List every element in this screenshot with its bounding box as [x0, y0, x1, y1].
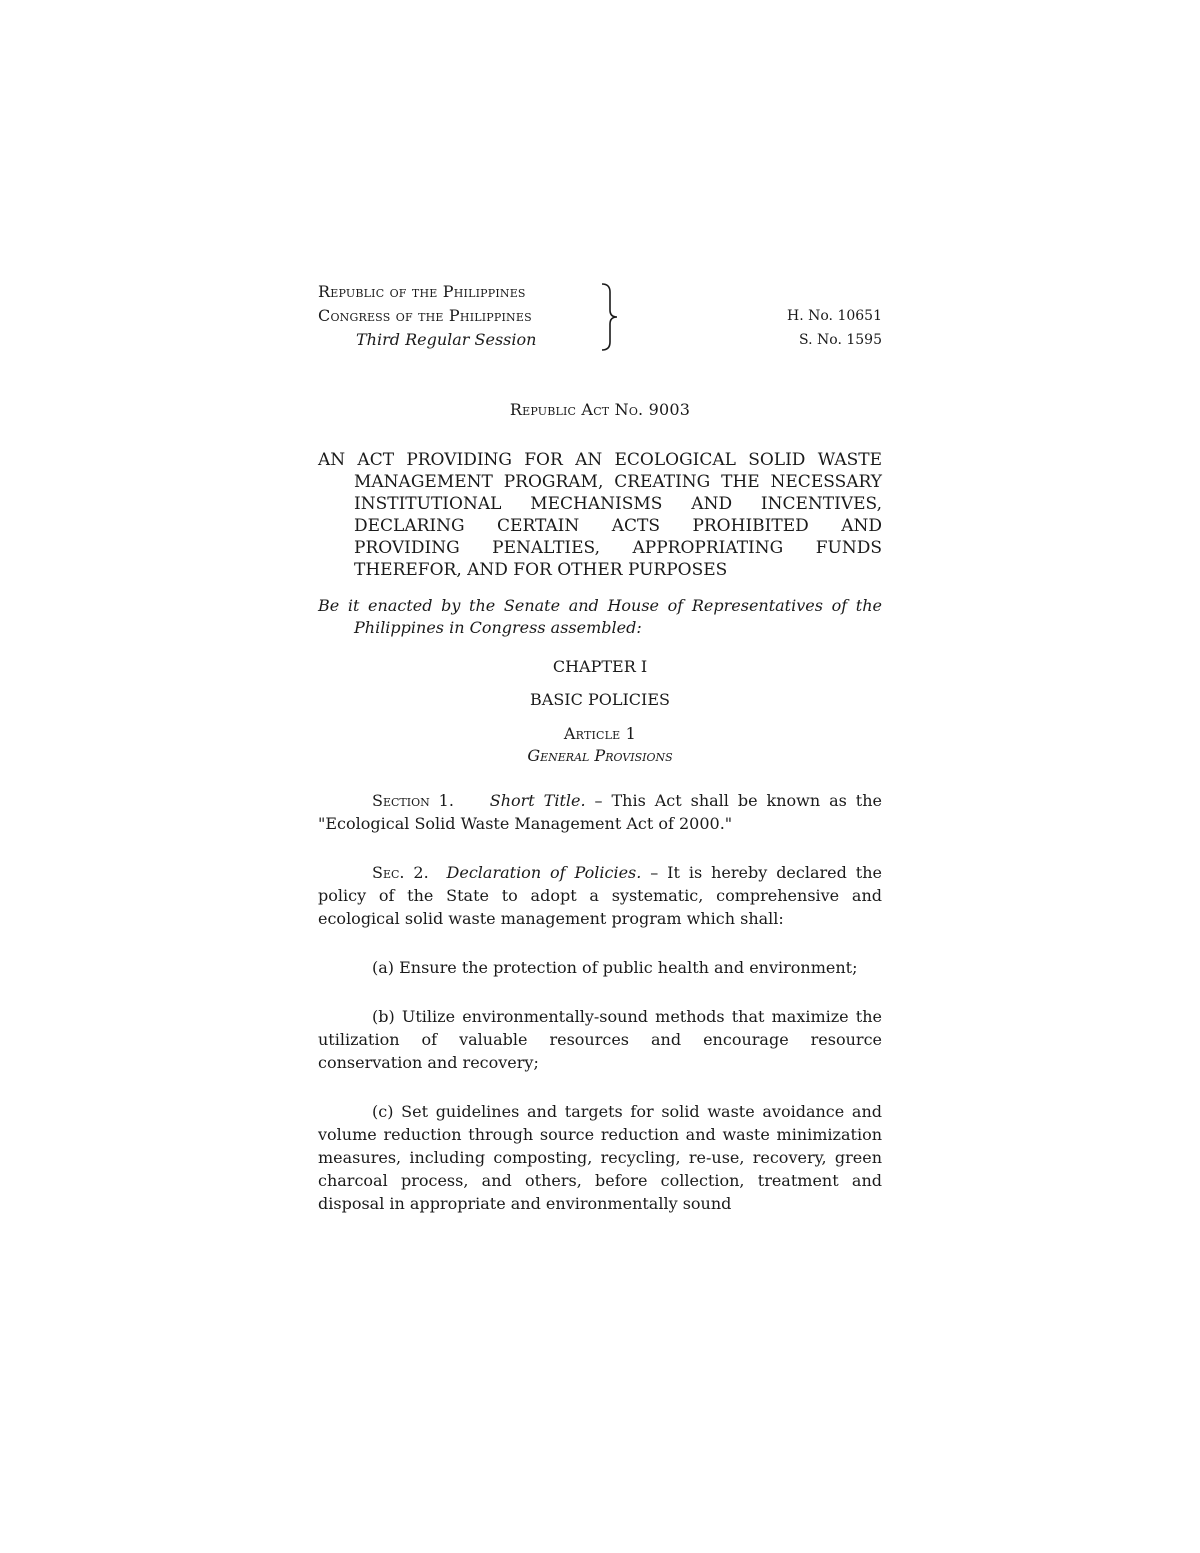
- bill-numbers: [787, 304, 882, 352]
- senate-bill-number: S. No. 1595: [799, 332, 882, 348]
- section-1: [318, 789, 882, 835]
- act-title: AN ACT PROVIDING FOR AN ECOLOGICAL SOLID WASTE MANAGEMENT PROGRAM, CREATING THE NECESSARY INSTITUTIONAL MECHANISMS AND INCENTIVES, DECLARING CERTAIN ACTS PROHIBITED AND PROVIDING PENALTIES, APPROPRIATING FUNDS THEREFOR, AND FOR OTHER PURPOSES: [318, 450, 882, 580]
- session-line: Third Regular Session: [356, 330, 537, 349]
- republic-line: Republic of the Philippines: [318, 282, 526, 301]
- article-number: Article 1: [563, 724, 637, 743]
- section-2: [318, 861, 882, 930]
- section-label: Section 1.: [372, 791, 454, 810]
- document-page: [318, 280, 882, 1215]
- document-header: [318, 280, 882, 356]
- chapter-title: BASIC POLICIES: [530, 690, 670, 709]
- list-item: (a) Ensure the protection of public health and environment;: [372, 958, 858, 977]
- act-number: Republic Act No. 9003: [509, 400, 691, 419]
- issuing-body: [318, 280, 536, 352]
- congress-line: Congress of the Philippines: [318, 306, 532, 325]
- chapter-number: CHAPTER I: [552, 657, 648, 676]
- list-item: (c) Set guidelines and targets for solid waste avoidance and volume reduction through source reduction and waste minimization measures, including composting, recycling, re-use, recovery, green charcoal process, and others, before collection, treatment and disposal in appropriate and environmentally sound: [318, 1102, 882, 1213]
- section-heading: Short Title.: [489, 791, 586, 810]
- article-title: General Provisions: [527, 746, 673, 765]
- list-item: (b) Utilize environmentally-sound methods that maximize the utilization of valuable resources and encourage resource conservation and recovery;: [318, 1007, 882, 1072]
- house-bill-number: H. No. 10651: [787, 308, 882, 324]
- section-text: – It is hereby declared the policy of the State to adopt a systematic, comprehensive and ecological solid waste management program which shall:: [318, 863, 883, 928]
- section-heading: Declaration of Policies.: [446, 863, 642, 882]
- section-label: Sec. 2.: [372, 863, 429, 882]
- article-heading: [318, 723, 882, 767]
- curly-brace-icon: [600, 282, 620, 352]
- enacting-clause: Be it enacted by the Senate and House of Representatives of the Philippines in Congress assembled:: [318, 596, 882, 637]
- section-text: – This Act shall be known as the "Ecological Solid Waste Management Act of 2000.": [318, 791, 883, 833]
